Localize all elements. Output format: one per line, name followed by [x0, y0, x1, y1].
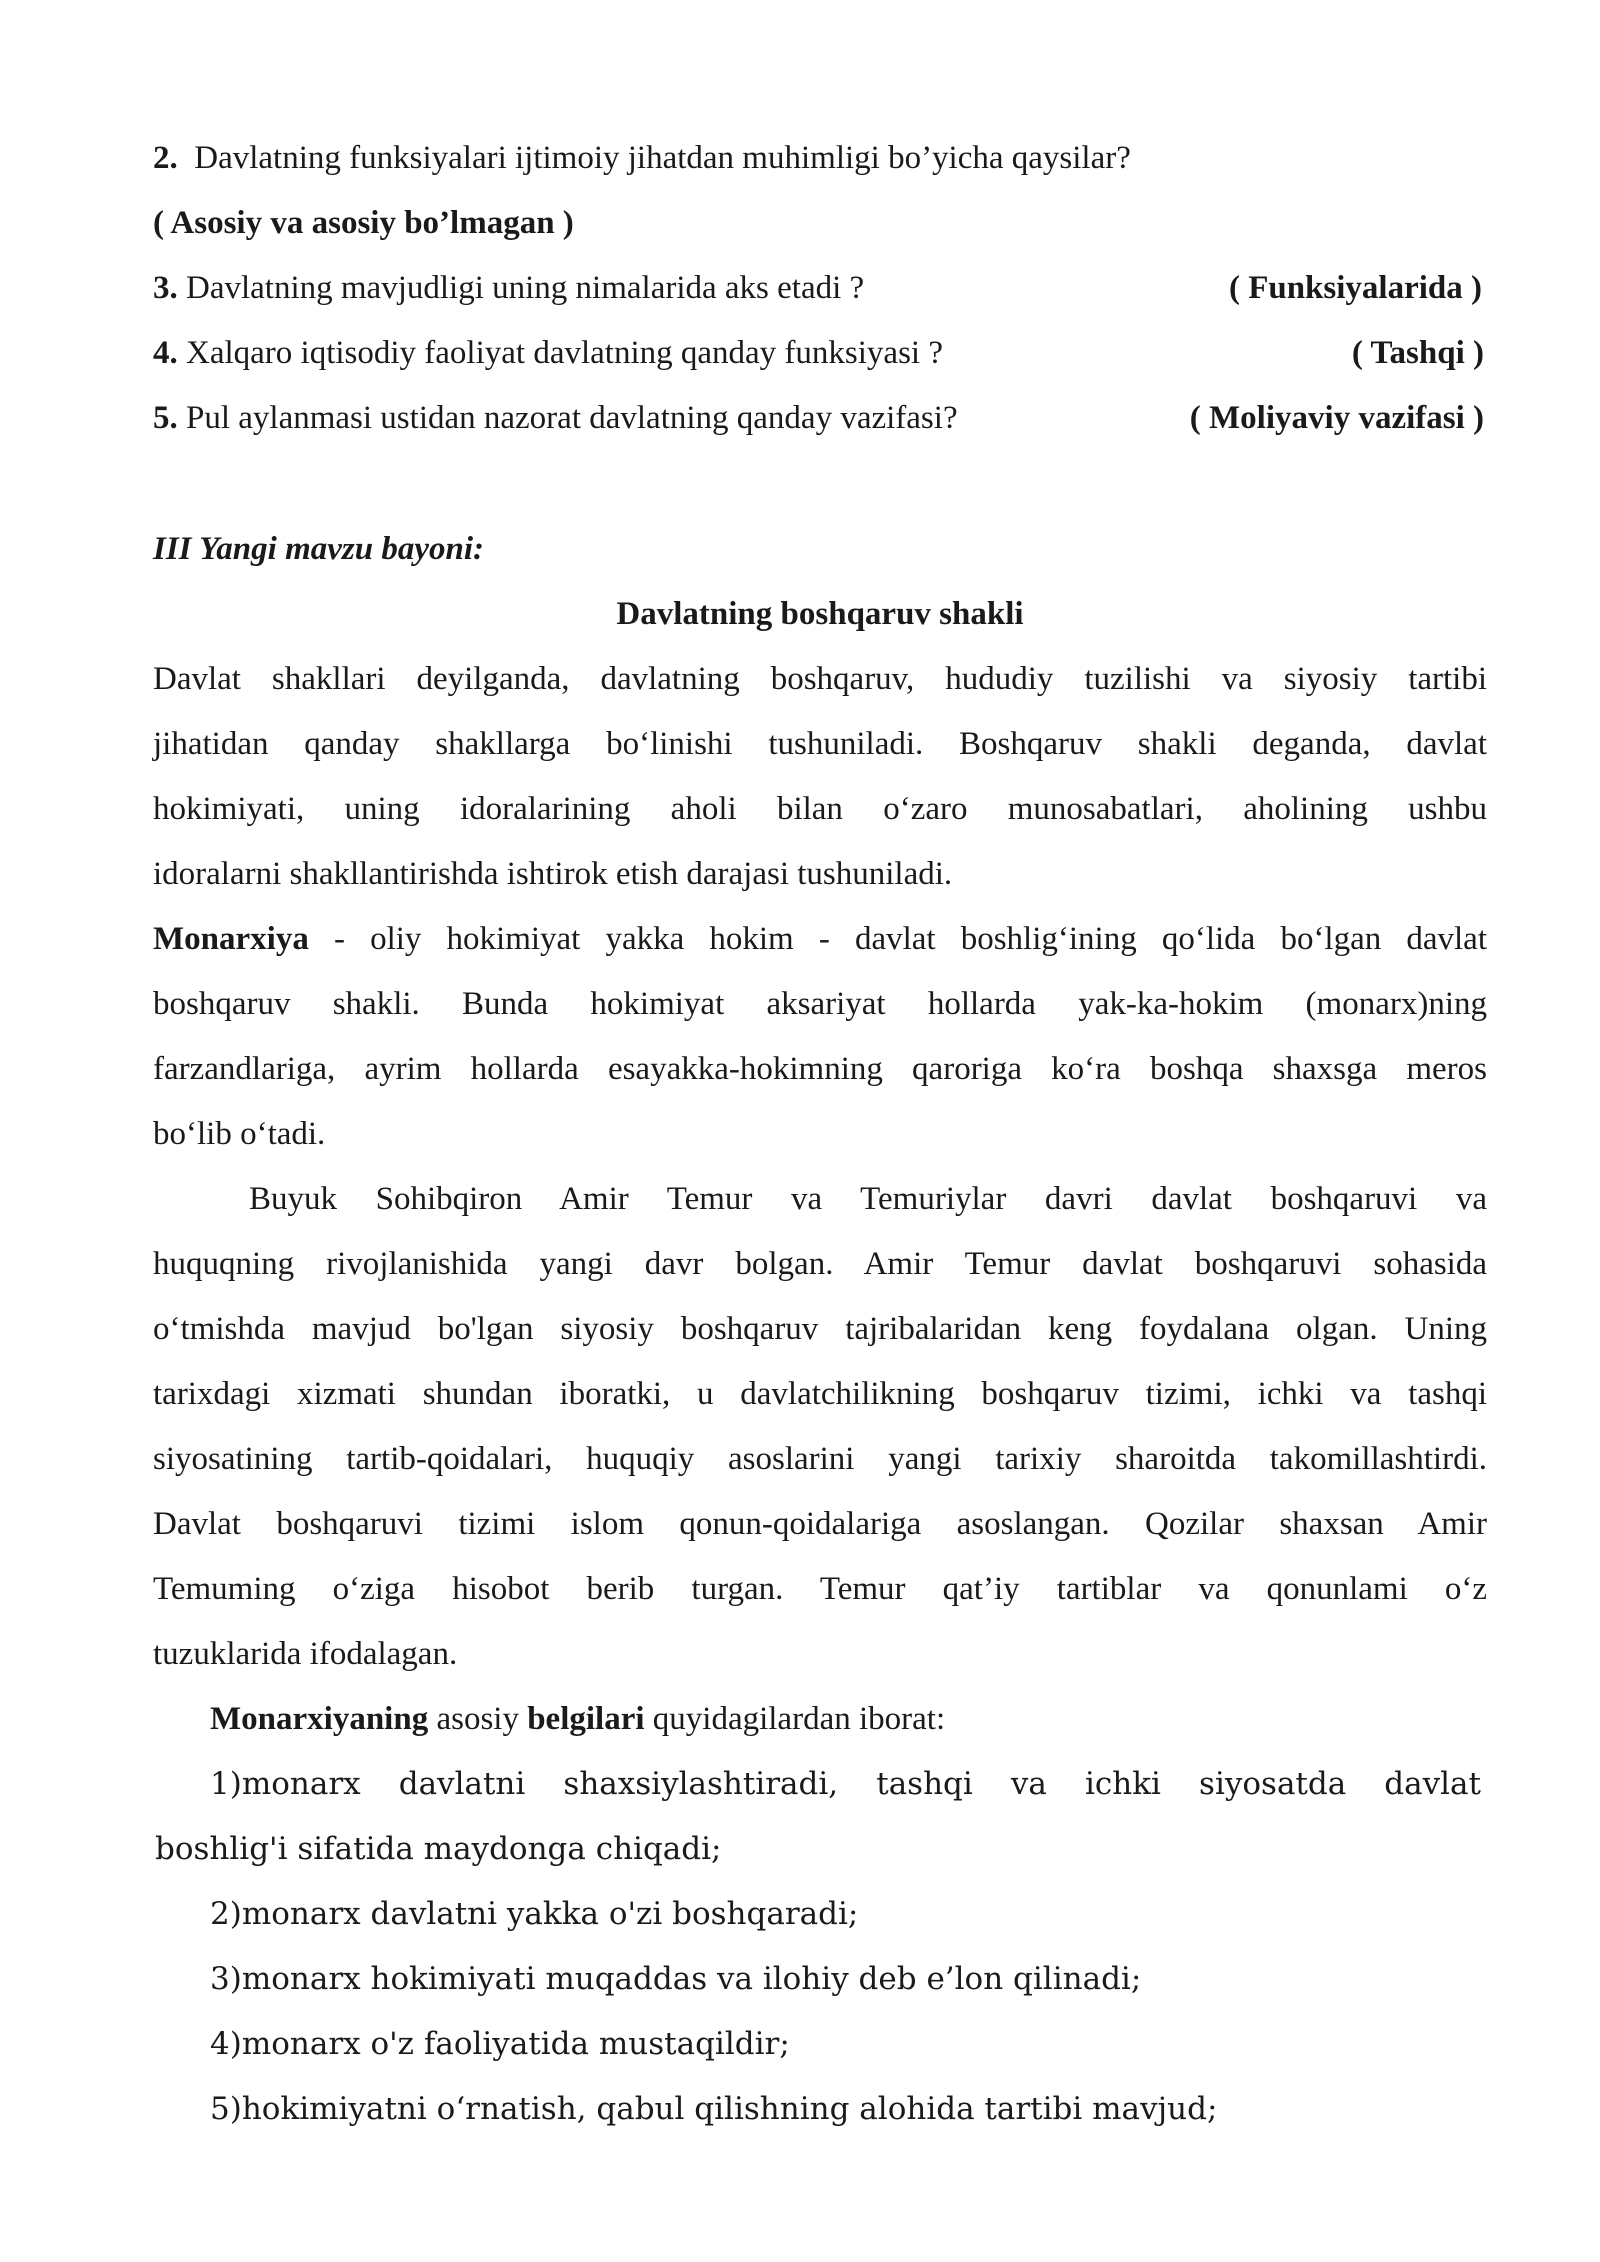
list-text: monarx davlatni shaxsiylashtiradi, tashqi va ichki siyosatda davlat: [241, 1766, 1481, 1802]
term-monarxiya: Monarxiya: [153, 921, 309, 957]
paragraph-line: tuzuklarida ifodalagan.: [153, 1636, 458, 1672]
question-number: 5.: [153, 400, 178, 436]
list-item: [210, 2089, 1217, 2129]
question-text: Davlatning mavjudligi uning nimalarida aks etadi ?: [186, 270, 865, 306]
answer-3: ( Funksiyalarida ): [1228, 270, 1482, 306]
paragraph-line: jihatidan qanday shakllarga boʻlinishi tushuniladi. Boshqaruv shakli deganda, davlat: [153, 726, 1487, 762]
paragraph-line: farzandlariga, ayrim hollarda esayakka-hokimning qaroriga koʻra boshqa shaxsga meros: [153, 1051, 1487, 1087]
question-2: [153, 138, 1131, 178]
question-5: [153, 398, 958, 438]
list-item: [210, 1764, 1481, 1804]
paragraph-line: idoralarni shakllantirishda ishtirok etish darajasi tushuniladi.: [153, 856, 953, 892]
list-item: [210, 1894, 858, 1934]
page-title: Davlatning boshqaruv shakli: [616, 596, 1024, 632]
paragraph-line: Davlat shakllari deyilganda, davlatning boshqaruv, hududiy tuzilishi va siyosiy tartibi: [153, 661, 1487, 697]
answer-4: ( Tashqi ): [1351, 335, 1484, 371]
list-item: [210, 1959, 1141, 1999]
paragraph-line: Davlat boshqaruvi tizimi islom qonun-qoidalariga asoslangan. Qozilar shaxsan Amir: [153, 1506, 1487, 1542]
list-item-continuation: boshlig'i sifatida maydonga chiqadi;: [155, 1831, 722, 1867]
list-item: [210, 2024, 790, 2064]
paragraph-line: hokimiyati, uning idoralarining aholi bilan oʻzaro munosabatlari, aholining ushbu: [153, 791, 1487, 827]
paragraph-line: Temuming oʻziga hisobot berib turgan. Temur qat’iy tartiblar va qonunlami oʻz: [153, 1571, 1487, 1607]
list-text: monarx davlatni yakka o'zi boshqaradi;: [241, 1896, 859, 1932]
question-text: Pul aylanmasi ustidan nazorat davlatning qanday vazifasi?: [186, 400, 958, 436]
list-text: monarx o'z faoliyatida mustaqildir;: [241, 2026, 790, 2062]
paragraph-line: tarixdagi xizmati shundan iboratki, u davlatchilikning boshqaruv tizimi, ichki va tashqi: [153, 1376, 1487, 1412]
question-text: Xalqaro iqtisodiy faoliyat davlatning qanday funksiyasi ?: [186, 335, 943, 371]
answer-5: ( Moliyaviy vazifasi ): [1189, 400, 1484, 436]
section-heading: III Yangi mavzu bayoni:: [153, 531, 484, 567]
question-3: [153, 268, 864, 308]
paragraph-line: siyosatining tartib-qoidalari, huquqiy asoslarini yangi tarixiy sharoitda takomillashtirdi.: [153, 1441, 1487, 1477]
paragraph-line: boʻlib oʻtadi.: [153, 1116, 326, 1152]
paragraph-line: oʻtmishda mavjud bo'lgan siyosiy boshqaruv tajribalaridan keng foydalana olgan. Uning: [153, 1311, 1487, 1347]
question-4: [153, 333, 943, 373]
paragraph-line: boshqaruv shakli. Bunda hokimiyat aksariyat hollarda yak-ka-hokim (monarx)ning: [153, 986, 1487, 1022]
answer-2: ( Asosiy va asosiy bo’lmagan ): [153, 205, 574, 241]
list-number: 5): [210, 2091, 242, 2127]
question-number: 4.: [153, 335, 178, 371]
list-number: 1): [210, 1766, 242, 1802]
list-number: 3): [210, 1961, 242, 1997]
list-text: monarx hokimiyati muqaddas va ilohiy deb e’lon qilinadi;: [241, 1961, 1142, 1997]
paragraph-line: huquqning rivojlanishida yangi davr bolgan. Amir Temur davlat boshqaruvi sohasida: [153, 1246, 1487, 1282]
list-text: hokimiyatni oʻrnatish, qabul qilishning alohida tartibi mavjud;: [241, 2091, 1218, 2127]
signs-intro: Monarxiyaning asosiy belgilari quyidagilardan iborat:: [210, 1701, 946, 1737]
list-number: 2): [210, 1896, 242, 1932]
question-text: Davlatning funksiyalari ijtimoiy jihatdan muhimligi bo’yicha qaysilar?: [194, 140, 1131, 176]
list-number: 4): [210, 2026, 242, 2062]
paragraph-line: Monarxiya - oliy hokimiyat yakka hokim - davlat boshligʻining qoʻlida boʻlgan davlat: [153, 921, 1487, 957]
paragraph-line: Buyuk Sohibqiron Amir Temur va Temuriylar davri davlat boshqaruvi va: [249, 1181, 1487, 1217]
question-number: 3.: [153, 270, 178, 306]
question-number: 2.: [153, 140, 178, 176]
